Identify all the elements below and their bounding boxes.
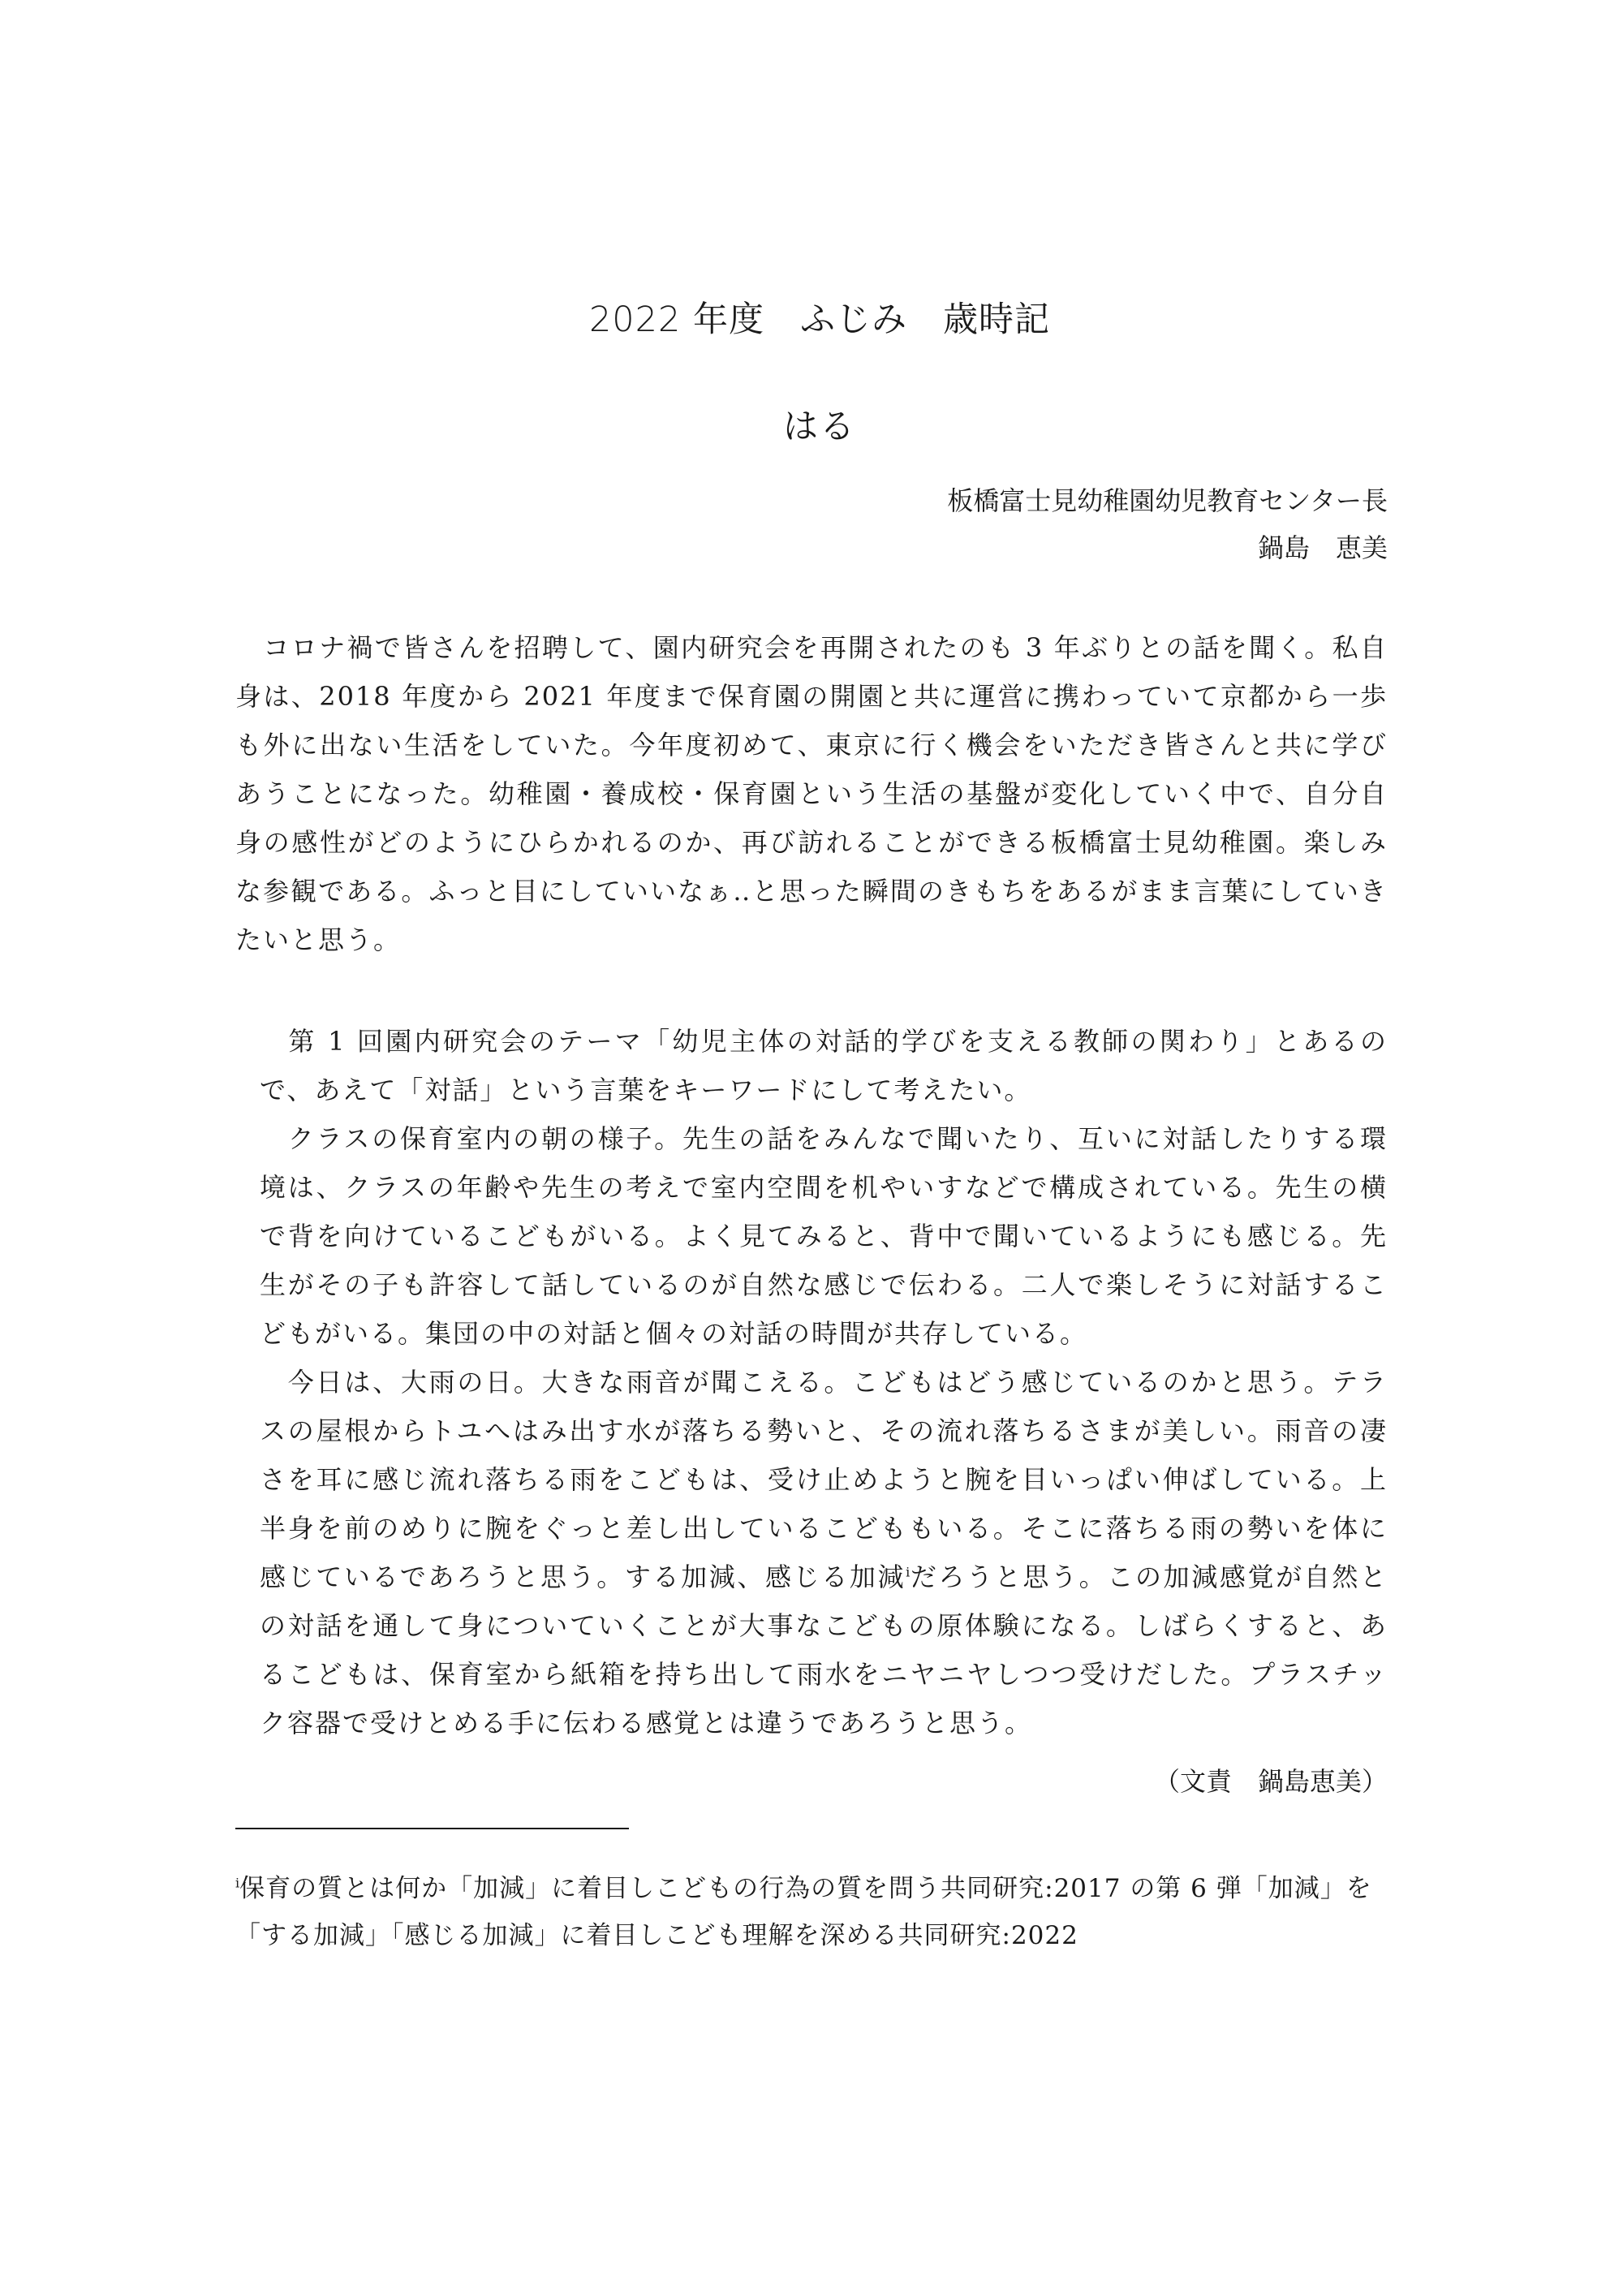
intro-section [235, 623, 1388, 964]
footnote-reference-mark: i [906, 1564, 911, 1580]
footnote-divider [235, 1828, 629, 1829]
author-block [414, 477, 1388, 571]
main-section [260, 1017, 1388, 1747]
season-heading: はる [783, 407, 856, 447]
footnote-text: 保育の質とは何か「加減」に着目しこどもの行為の質を問う共同研究:2017 の第 6 弾「加減」を「する加減」「感じる加減」に着目しこども理解を深める共同研究:2022 [235, 1874, 1372, 1950]
footnote-mark: i [235, 1875, 240, 1891]
author-affiliation: 板橋富士見幼稚園幼児教育センター長 [947, 485, 1388, 516]
classroom-paragraph: クラスの保育室内の朝の様子。先生の話をみんなで聞いたり、互いに対話したりする環境は、クラスの年齢や先生の考えで室内空間を机やいすなどで構成されている。先生の横で背を向けているこどもがいる。よく見てみると、背中で聞いているようにも感じる。先生がその子も許容して話しているのが自然な感じで伝わる。二人で楽しそうに対話するこどもがいる。集団の中の対話と個々の対話の時間が共存している。 [260, 1123, 1388, 1349]
footnote [235, 1865, 1388, 1959]
intro-paragraph: コロナ禍で皆さんを招聘して、園内研究会を再開されたのも 3 年ぶりとの話を聞く。私自身は、2018 年度から 2021 年度まで保育園の開園と共に運営に携わっていて京都から一歩も外に出ない生活をしていた。今年度初めて、東京に行く機会をいただき皆さんと共に学びあうことになった。幼稚園・養成校・保育園という生活の基盤が変化していく中で、自分自身の感性がどのようにひらかれるのか、再び訪れることができる板橋富士見幼稚園。楽しみな参観である。ふっと目にしていいなぁ‥と思った瞬間のきもちをあるがまま言葉にしていきたいと思う。 [235, 632, 1388, 955]
author-name: 鍋島 恵美 [1257, 532, 1388, 563]
theme-paragraph: 第 1 回園内研究会のテーマ「幼児主体の対話的学びを支える教師の関わり」とあるので、あえて「対話」という言葉をキーワードにして考えたい。 [260, 1026, 1388, 1105]
rain-paragraph-text-1: 今日は、大雨の日。大きな雨音が聞こえる。こどもはどう感じているのかと思う。テラスの屋根からトユへはみ出す水が落ちる勢いと、その流れ落ちるさまが美しい。雨音の凄さを耳に感じ流れ落ちる雨をこどもは、受け止めようと腕を目いっぱい伸ばしている。上半身を前のめりに腕をぐっと差し出しているこどももいる。そこに落ちる雨の勢いを体に感じているであろうと思う。する加減、感じる加減 [260, 1367, 1388, 1592]
document-title: 2022 年度 ふじみ 歳時記 [588, 299, 1051, 340]
authorship-credit: （文責 鍋島恵美） [1153, 1766, 1388, 1797]
rain-paragraph-text-2: だろうと思う。この加減感覚が自然との対話を通して身についていくことが大事なこどもの原体験になる。しばらくすると、あるこどもは、保育室から紙箱を持ち出して雨水をニヤニヤしつつ受けだした。プラスチック容器で受けとめる手に伝わる感覚とは違うであろうと思う。 [260, 1562, 1388, 1738]
rain-paragraph [260, 1358, 1388, 1747]
